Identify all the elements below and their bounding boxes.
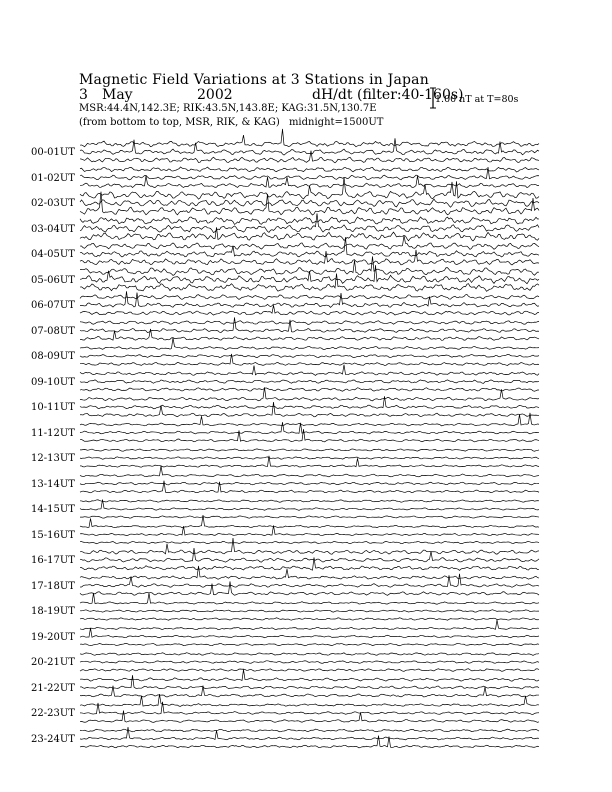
trace-kag bbox=[80, 295, 539, 300]
hour-label: 08-09UT bbox=[31, 351, 75, 362]
hour-label: 02-03UT bbox=[31, 198, 75, 209]
trace-kag bbox=[80, 566, 539, 579]
hour-label: 14-15UT bbox=[31, 504, 75, 515]
trace-rik bbox=[80, 354, 539, 357]
trace-kag bbox=[80, 653, 539, 656]
trace-rik bbox=[80, 482, 539, 485]
trace-rik bbox=[80, 138, 539, 155]
hour-label: 17-18UT bbox=[31, 580, 75, 592]
trace-rik bbox=[80, 702, 539, 715]
station-coordinates: MSR:44.4N,142.3E; RIK:43.5N,143.8E; KAG:31.5N,130.7E bbox=[79, 103, 377, 114]
trace-kag bbox=[80, 167, 539, 172]
trace-rik bbox=[80, 610, 539, 612]
trace-rik bbox=[80, 265, 539, 284]
hour-label: 15-16UT bbox=[31, 529, 75, 541]
date-month: May bbox=[102, 87, 133, 103]
trace-msr bbox=[80, 402, 539, 417]
date-day: 3 bbox=[79, 87, 88, 103]
trace-kag bbox=[80, 217, 539, 224]
trace-msr bbox=[80, 541, 539, 543]
trace-kag bbox=[80, 177, 539, 199]
trace-kag bbox=[80, 620, 539, 630]
chart-title: Magnetic Field Variations at 3 Stations in Japan bbox=[79, 72, 429, 88]
trace-msr bbox=[80, 250, 539, 265]
trace-msr bbox=[80, 329, 539, 340]
trace-kag bbox=[80, 129, 539, 147]
trace-kag bbox=[80, 365, 539, 376]
quantity-label: dH/dt bbox=[312, 87, 353, 103]
trace-msr bbox=[80, 618, 539, 620]
trace-kag bbox=[80, 466, 539, 477]
hour-label: 20-21UT bbox=[31, 657, 75, 668]
trace-kag bbox=[80, 321, 539, 325]
trace-msr bbox=[80, 516, 539, 518]
trace-rik bbox=[80, 317, 539, 332]
trace-rik bbox=[80, 457, 539, 459]
hour-label: 18-19UT bbox=[31, 606, 75, 617]
hour-label: 12-13UT bbox=[31, 453, 75, 464]
hour-label: 22-23UT bbox=[31, 708, 75, 719]
hour-label: 21-22UT bbox=[31, 682, 75, 694]
trace-rik bbox=[80, 380, 539, 384]
trace-kag bbox=[80, 500, 539, 503]
trace-rik bbox=[80, 548, 539, 562]
hour-label: 19-20UT bbox=[31, 631, 75, 643]
hour-label: 23-24UT bbox=[31, 733, 75, 745]
hour-label: 07-08UT bbox=[31, 325, 75, 337]
trace-msr bbox=[80, 388, 539, 392]
hour-label: 04-05UT bbox=[31, 249, 75, 260]
trace-kag bbox=[80, 670, 539, 682]
trace-msr bbox=[80, 429, 539, 442]
trace-msr bbox=[80, 354, 539, 365]
scale-label: 1.00 nT at T=80s bbox=[435, 94, 519, 105]
date-year: 2002 bbox=[197, 87, 233, 103]
trace-msr bbox=[80, 305, 539, 315]
filter-label: (filter:40-160s) bbox=[357, 87, 464, 103]
hour-label: 10-11UT bbox=[31, 402, 75, 413]
trace-msr bbox=[80, 736, 539, 748]
trace-kag bbox=[80, 729, 539, 732]
trace-msr bbox=[80, 710, 539, 722]
trace-msr bbox=[80, 481, 539, 493]
trace-msr bbox=[80, 643, 539, 645]
hour-label: 09-10UT bbox=[31, 376, 75, 388]
trace-kag bbox=[80, 449, 539, 451]
hour-label: 03-04UT bbox=[31, 223, 75, 235]
hour-label: 16-17UT bbox=[31, 555, 75, 566]
order-note: (from bottom to top, MSR, RIK, & KAG) bbox=[79, 117, 280, 128]
trace-rik bbox=[80, 199, 539, 207]
hour-label: 05-06UT bbox=[31, 274, 75, 286]
trace-kag bbox=[80, 538, 539, 554]
trace-rik bbox=[80, 675, 539, 689]
trace-kag bbox=[80, 338, 539, 350]
trace-kag bbox=[80, 593, 539, 604]
trace-rik bbox=[80, 291, 539, 307]
midnight-note: midnight=1500UT bbox=[288, 117, 384, 128]
hour-label: 01-02UT bbox=[31, 172, 75, 184]
hour-label: 13-14UT bbox=[31, 478, 75, 490]
hour-label: 06-07UT bbox=[31, 300, 75, 311]
hour-label: 00-01UT bbox=[31, 147, 75, 158]
trace-msr bbox=[80, 669, 539, 672]
trace-rik bbox=[80, 661, 539, 664]
hour-label: 11-12UT bbox=[31, 427, 75, 439]
trace-rik bbox=[80, 727, 539, 740]
trace-msr bbox=[80, 274, 539, 292]
trace-rik bbox=[80, 574, 539, 588]
